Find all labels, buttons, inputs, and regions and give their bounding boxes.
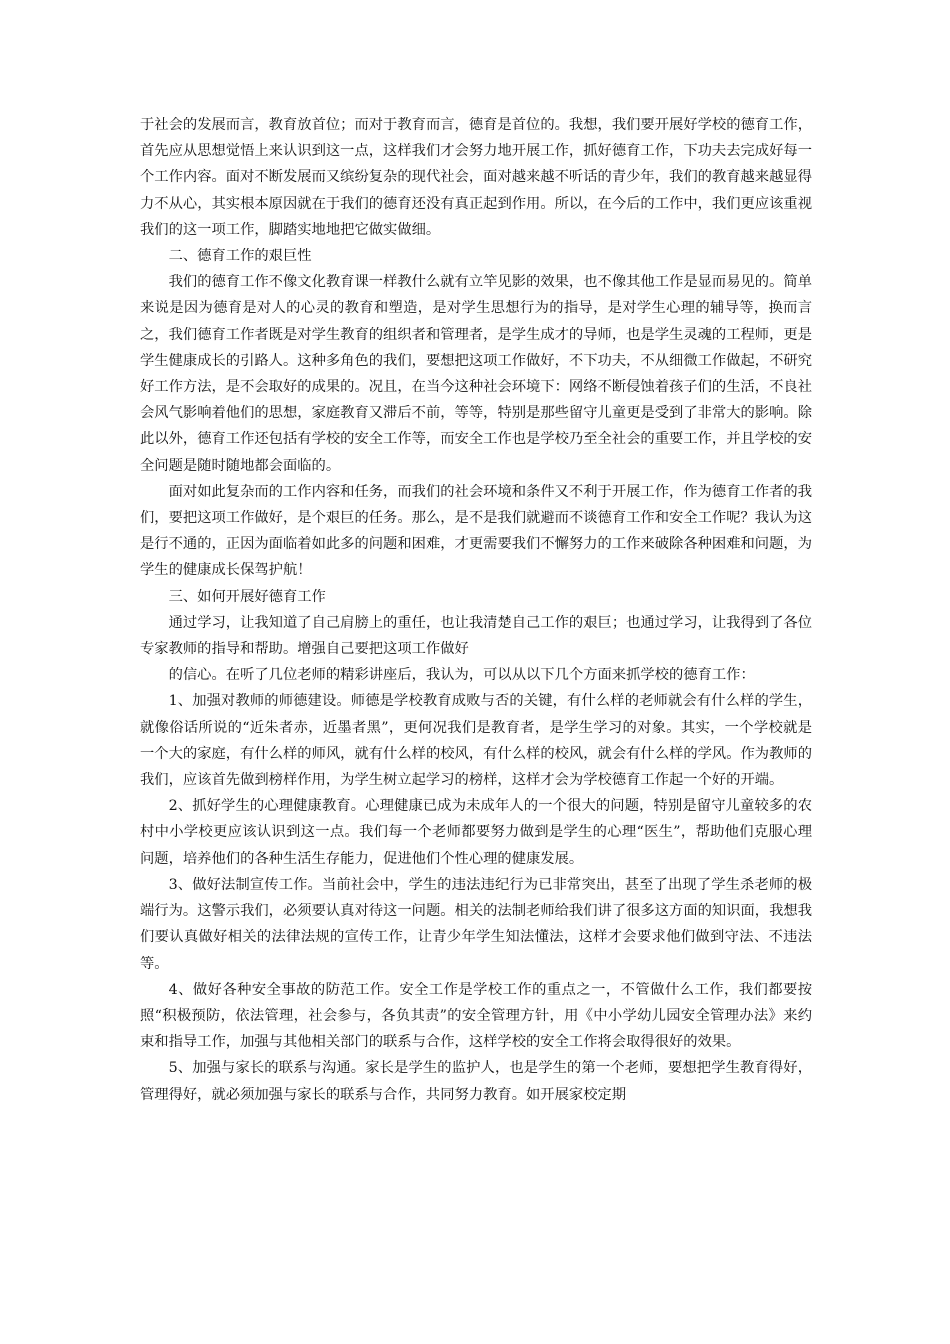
list-item-4: 4、做好各种安全事故的防范工作。安全工作是学校工作的重点之一，不管做什么工作，我们都要按照“积极预防，依法管理，社会参与，各负其责”的安全管理方针，用《中小学幼儿园安全管理办法》来约束和指导工作，加强与其他相关部门的联系与合作，这样学校的安全工作将会取得很好的效果。	[140, 981, 812, 1051]
list-item-2: 2、抓好学生的心理健康教育。心理健康已成为未成年人的一个很大的问题，特别是留守儿童较多的农村中小学校更应该认识到这一点。我们每一个老师都要努力做到是学生的心理“医生”，帮助他们克服心理问题，培养他们的各种生活生存能力，促进他们个性心理的健康发展。	[140, 798, 812, 867]
list-item-5: 5、加强与家长的联系与沟通。家长是学生的监护人，也是学生的第一个老师，要想把学生教育得好，管理得好，就必须加强与家长的联系与合作，共同努力教育。如开展家校定期	[140, 1060, 812, 1103]
paragraph-3: 面对如此复杂而的工作内容和任务，而我们的社会环境和条件又不利于开展工作，作为德育工作者的我们，要把这项工作做好，是个艰巨的任务。那么，是不是我们就避而不谈德育工作和安全工作呢？我认为这是行不通的，正因为面临着如此多的问题和困难，才更需要我们不懈努力的工作来破除各种困难和问题，为学生的健康成长保驾护航！	[140, 483, 812, 579]
section-heading-2: 二、德育工作的艰巨性	[168, 248, 312, 265]
paragraph-1: 于社会的发展而言，教育放首位；而对于教育而言，德育是首位的。我想，我们要开展好学校的德育工作，首先应从思想觉悟上来认识到这一点，这样我们才会努力地开展工作，抓好德育工作，下功夫去完成好每一个工作内容。面对不断发展而又缤纷复杂的现代社会，面对越来越不听话的青少年，我们的教育越来越显得力不从心，其实根本原因就在于我们的德育还没有真正起到作用。所以，在今后的工作中，我们更应该重视我们的这一项工作，脚踏实地地把它做实做细。	[140, 117, 812, 238]
document-page	[140, 112, 812, 1108]
paragraph-2: 我们的德育工作不像文化教育课一样教什么就有立竿见影的效果，也不像其他工作是显而易见的。简单来说是因为德育是对人的心灵的教育和塑造，是对学生思想行为的指导，是对学生心理的辅导等，换而言之，我们德育工作者既是对学生教育的组织者和管理者，是学生成才的导师，也是学生灵魂的工程师，更是学生健康成长的引路人。这种多角色的我们，要想把这项工作做好，不下功夫，不从细微工作做起，不研究好工作方法，是不会取好的成果的。况且，在当今这种社会环境下：网络不断侵蚀着孩子们的生活，不良社会风气影响着他们的思想，家庭教育又滞后不前，等等，特别是那些留守儿童更是受到了非常大的影响。除此以外，德育工作还包括有学校的安全工作等，而安全工作也是学校乃至全社会的重要工作，并且学校的安全问题是随时随地都会面临的。	[140, 274, 812, 474]
paragraph-4: 通过学习，让我知道了自己肩膀上的重任，也让我清楚自己工作的艰巨；也通过学习，让我得到了各位专家教师的指导和帮助。增强自己要把这项工作做好	[140, 614, 812, 658]
paragraph-5: 的信心。在听了几位老师的精彩讲座后，我认为，可以从以下几个方面来抓学校的德育工作：	[168, 667, 755, 684]
section-heading-3: 三、如何开展好德育工作	[168, 588, 326, 605]
list-item-3: 3、做好法制宣传工作。当前社会中，学生的违法违纪行为已非常突出，甚至了出现了学生杀老师的极端行为。这警示我们，必须要认真对待这一问题。相关的法制老师给我们讲了很多这方面的知识面，我想我们要认真做好相关的法律法规的宣传工作，让青少年学生知法懂法，这样才会要求他们做到守法、不违法等。	[140, 876, 812, 972]
list-item-1: 1、加强对教师的师德建设。师德是学校教育成败与否的关键，有什么样的老师就会有什么样的学生，就像俗话所说的“近朱者赤，近墨者黑”，更何况我们是教育者，是学生学习的对象。其实，一个学校就是一个大的家庭，有什么样的师风，就有什么样的校风，有什么样的校风，就会有什么样的学风。作为教师的我们，应该首先做到榜样作用，为学生树立起学习的榜样，这样才会为学校德育工作起一个好的开端。	[140, 693, 812, 789]
